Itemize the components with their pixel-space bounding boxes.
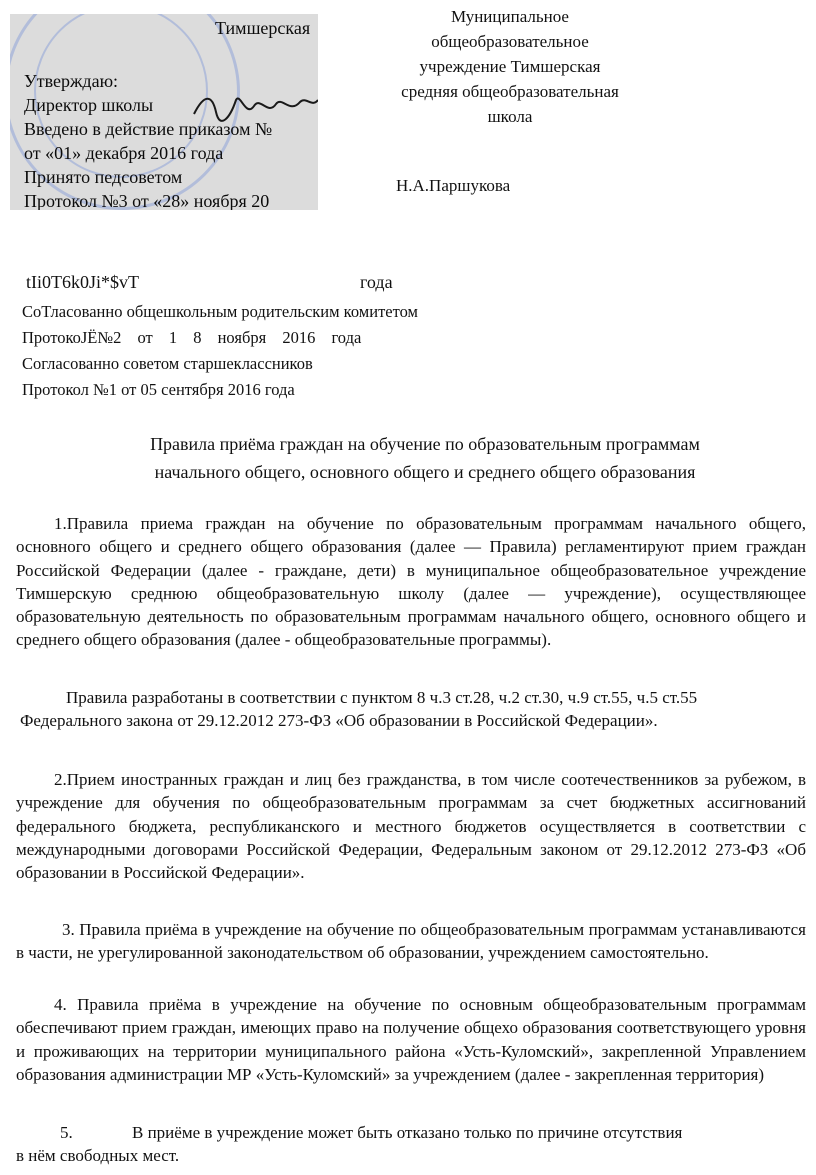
garbled-text: tIi0T6k0Ji*$vT — [26, 272, 139, 292]
stamp-line-director: Директор школы — [24, 95, 154, 115]
stamp-line-approve: Утверждаю: — [24, 71, 119, 91]
approval-protocol-2: ПротокоЈЁ№2 от 1 8 ноября 2016 года — [22, 328, 362, 347]
title-line-1: Правила приёма граждан на обучение по образовательным программам — [150, 434, 700, 454]
paragraph-5-number: 5. — [60, 1123, 73, 1142]
paragraph-4: 4. Правила приёма в учреждение на обучение по основным общеобразовательным программам обеспечивают прием граждан, имеющих право на получение общехо образования соответствующего уровня и проживающих на территории муниципального района «Усть-Куломский», закрепленной Управлением образования администрации МР «Усть-Куломский» за учреждением (далее - закрепленная территория) — [16, 995, 806, 1084]
stamp-line-council: Принято педсоветом — [24, 167, 183, 187]
title-line-2: начального общего, основного общего и среднего общего образования — [154, 462, 696, 482]
approval-student-council: Согласованно советом старшеклассников — [22, 354, 313, 373]
paragraph-1: 1.Правила приема граждан на обучение по образовательным программам начального общего, основного общего и среднего общего образования (далее — Правила) регламентируют прием граждан Российской Федерации (далее - граждане, дети) в муниципальное общеобразовательное учреждение Тимшерскую среднюю общеобразовательную школу (далее — учреждение), осуществляющее образовательную деятельность по образовательным программам начального общего, основного общего и среднего общего образования (далее - общеобразовательные программы). — [16, 514, 806, 650]
org-line: учреждение Тимшерская — [419, 57, 601, 76]
paragraph-5-line-2: в нём свободных мест. — [16, 1146, 180, 1165]
signature-scribble — [190, 88, 318, 124]
stamp-line-date: от «01» декабря 2016 года — [24, 143, 224, 163]
approval-stamp — [10, 14, 318, 210]
paragraph-2: 2.Прием иностранных граждан и лиц без гражданства, в том числе соотечественников за рубежом, в учреждение для обучения по общеобразовательным программам за счет бюджетных ассигнований федерального бюджета, республиканского и местного бюджетов осуществляется в соответствии с международными договорами Российской Федерации, Федеральным законом от 29.12.2012 273-ФЗ «Об образовании в Российской Федерации». — [16, 770, 806, 883]
paragraph-3: 3. Правила приёма в учреждение на обучение по общеобразовательным программам устанавливаются в части, не урегулированной законодательством об образовании, учреждением самостоятельно. — [16, 920, 806, 963]
stamp-line-protocol: Протокол №3 от «28» ноября 20 — [24, 191, 270, 210]
org-line: Муниципальное — [451, 7, 569, 26]
director-name: Н.А.Паршукова — [396, 176, 511, 195]
org-line: общеобразовательное — [431, 32, 589, 51]
approval-protocol-1: Протокол №1 от 05 сентября 2016 года — [22, 380, 295, 399]
stamp-line-order: Введено в действие приказом № — [24, 119, 273, 139]
paragraph-1-basis: Правила разработаны в соответствии с пунктом 8 ч.3 ст.28, ч.2 ст.30, ч.9 ст.55, ч.5 ст.55 Федерального закона от 29.12.2012 273-ФЗ «Об образовании в Российской Федерации». — [20, 688, 698, 731]
stamp-header: Тимшерская — [215, 18, 311, 38]
approval-parent-committee: СоТласованно общешкольным родительским комитетом — [22, 302, 418, 321]
org-line: школа — [487, 107, 533, 126]
document-title — [60, 430, 790, 486]
year-word: года — [360, 272, 393, 292]
paragraph-5-line-1: В приёме в учреждение может быть отказано только по причине отсутствия — [132, 1123, 683, 1142]
organization-name — [360, 4, 660, 129]
org-line: средняя общеобразовательная — [401, 82, 619, 101]
